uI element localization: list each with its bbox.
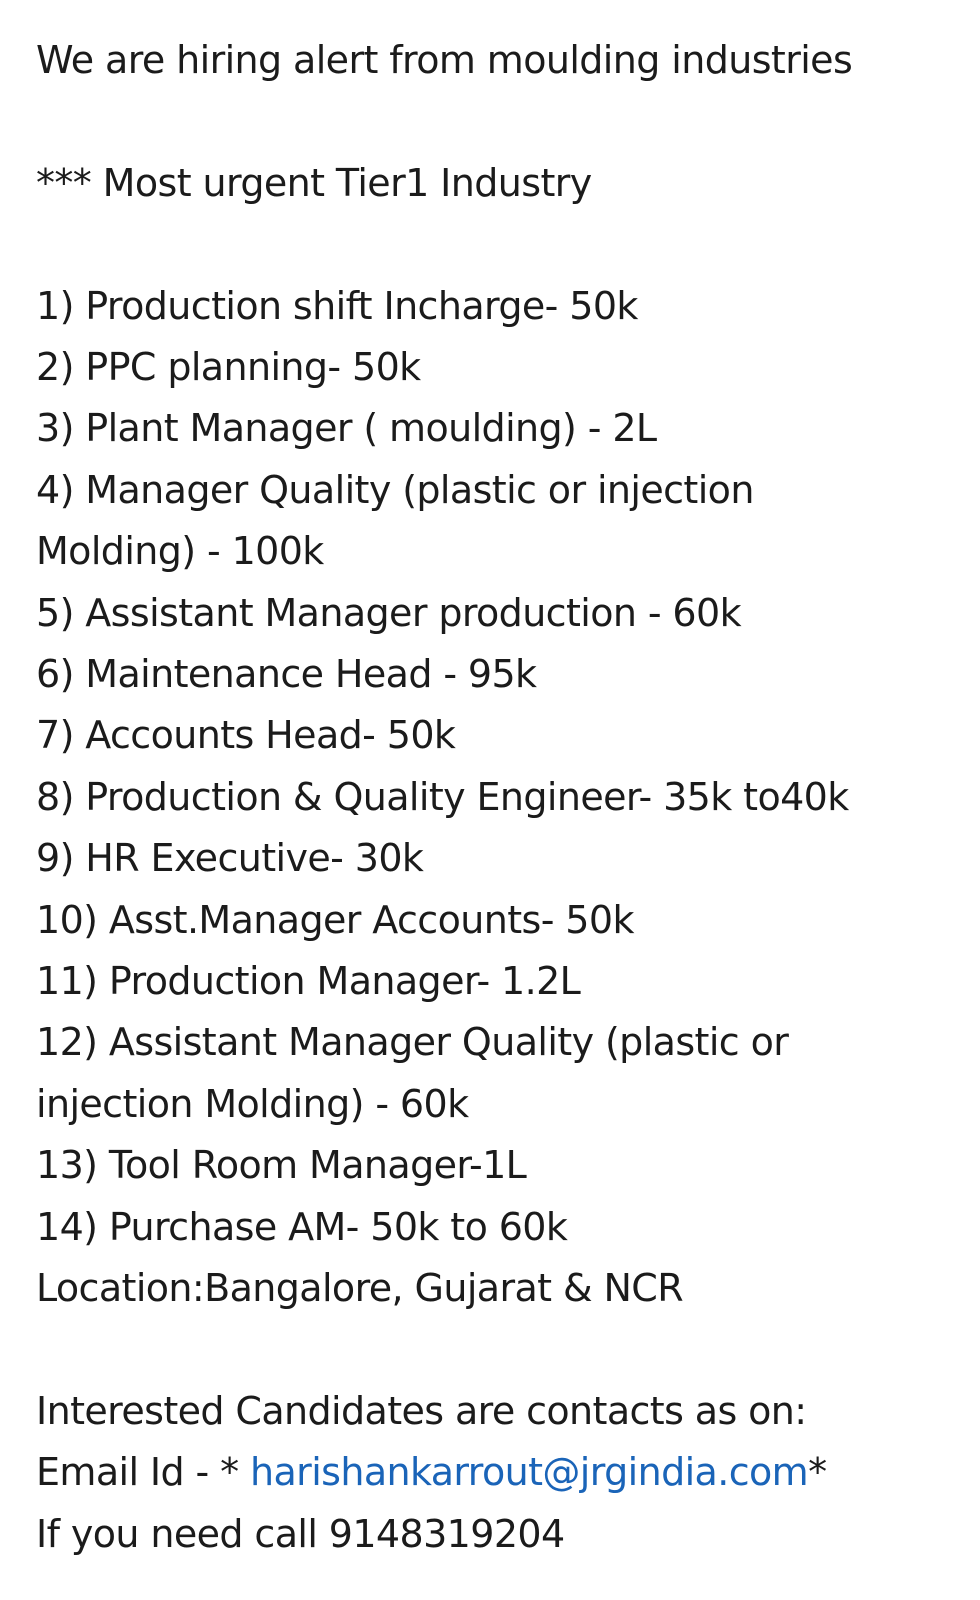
contact-intro: Interested Candidates are contacts as on: — [36, 1388, 807, 1433]
job-item: 5) Assistant Manager production - 60k — [36, 590, 741, 635]
blank-line — [36, 1320, 956, 1381]
job-item: 11) Production Manager- 1.2L — [36, 959, 581, 1004]
subheadline: *** Most urgent Tier1 Industry — [36, 160, 592, 205]
job-item: 6) Maintenance Head - 95k — [36, 652, 537, 697]
email-suffix: * — [808, 1450, 827, 1495]
message-body — [36, 30, 956, 1565]
job-item: 13) Tool Room Manager-1L — [36, 1143, 527, 1188]
headline: We are hiring alert from moulding industries — [36, 38, 853, 82]
location-line: Location:Bangalore, Gujarat & NCR — [36, 1266, 684, 1311]
blank-line — [36, 214, 956, 275]
call-line: If you need call 9148319204 — [36, 1511, 565, 1556]
job-list — [36, 276, 956, 1259]
job-item: 2) PPC planning- 50k — [36, 345, 421, 389]
job-item: 10) Asst.Manager Accounts- 50k — [36, 897, 634, 942]
email-prefix: Email Id - * — [36, 1450, 239, 1495]
job-item: 12) Assistant Manager Quality (plastic or injection Molding) - 60k — [36, 1020, 789, 1126]
job-item: 4) Manager Quality (plastic or injection Molding) - 100k — [36, 467, 754, 574]
blank-line — [36, 91, 956, 152]
job-item: 9) HR Executive- 30k — [36, 836, 424, 881]
email-line — [36, 1442, 956, 1503]
job-item: 8) Production & Quality Engineer- 35k to40k — [36, 774, 849, 819]
job-item: 14) Purchase AM- 50k to 60k — [36, 1204, 568, 1249]
email-link[interactable]: harishankarrout@jrgindia.com — [250, 1450, 809, 1495]
job-item: 3) Plant Manager ( moulding) - 2L — [36, 406, 657, 451]
job-item: 1) Production shift Incharge- 50k — [36, 283, 638, 328]
job-item: 7) Accounts Head- 50k — [36, 713, 456, 758]
